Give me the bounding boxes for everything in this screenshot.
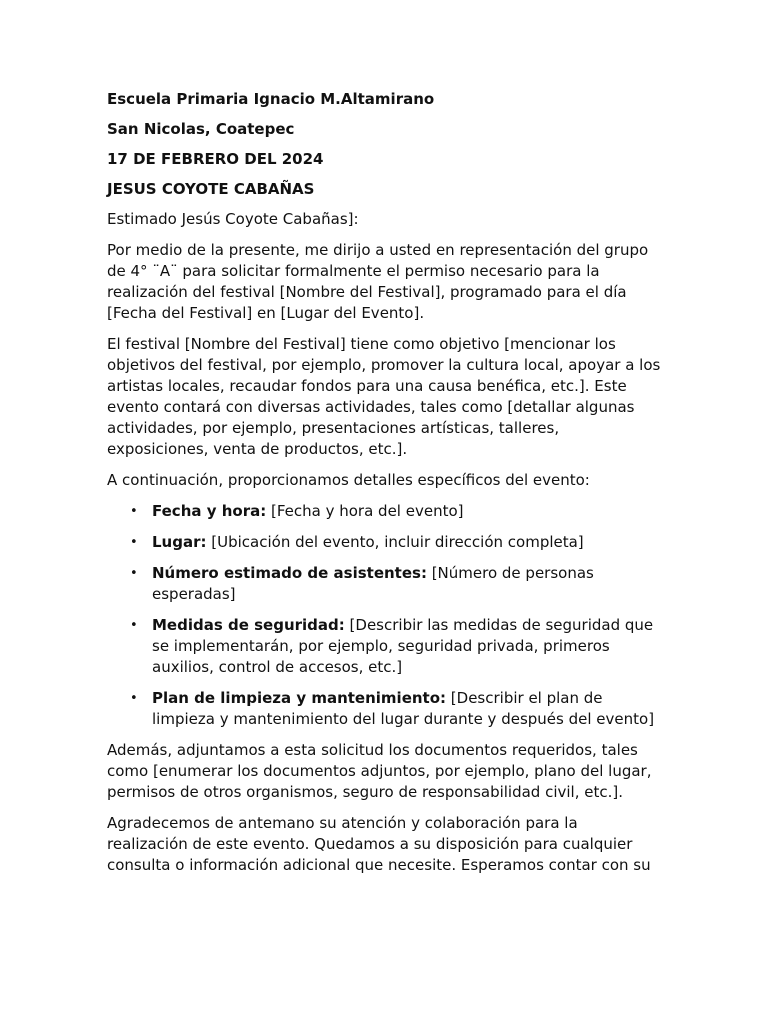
detail-term: Plan de limpieza y mantenimiento: bbox=[152, 689, 447, 707]
list-item bbox=[130, 501, 662, 522]
intro-paragraph: Por medio de la presente, me dirijo a usted en representación del grupo de 4° ¨A¨ para solicitar formalmente el permiso necesario para la realización del festival [Nombre del Festival], programado para el día [Fecha del Festival] en [Lugar del Evento]. bbox=[107, 241, 649, 322]
school-location: San Nicolas, Coatepec bbox=[107, 120, 295, 138]
detail-term: Medidas de seguridad: bbox=[152, 616, 345, 634]
recipient-name: JESUS COYOTE CABAÑAS bbox=[107, 180, 315, 198]
school-name: Escuela Primaria Ignacio M.Altamirano bbox=[107, 90, 435, 108]
list-item bbox=[130, 688, 662, 730]
bullet-icon: • bbox=[130, 535, 138, 550]
detail-term: Fecha y hora: bbox=[152, 502, 267, 520]
event-details-list bbox=[107, 501, 662, 730]
attachments-paragraph: Además, adjuntamos a esta solicitud los documentos requeridos, tales como [enumerar los documentos adjuntos, por ejemplo, plano del lugar, permisos de otros organismos, seguro de responsabilidad civil, etc.]. bbox=[107, 741, 652, 801]
list-item bbox=[130, 615, 662, 678]
bullet-icon: • bbox=[130, 618, 138, 633]
detail-term: Número estimado de asistentes: bbox=[152, 564, 427, 582]
letter-date: 17 DE FEBRERO DEL 2024 bbox=[107, 150, 324, 168]
bullet-icon: • bbox=[130, 566, 138, 581]
detail-text: [Describir el plan de limpieza y mantenimiento del lugar durante y después del evento] bbox=[152, 689, 655, 728]
bullet-icon: • bbox=[130, 504, 138, 519]
objective-paragraph: El festival [Nombre del Festival] tiene como objetivo [mencionar los objetivos del festival, por ejemplo, promover la cultura local, apoyar a los artistas locales, recaudar fondos para una causa benéfica, etc.]. Este evento contará con diversas actividades, tales como [detallar algunas actividades, por ejemplo, presentaciones artísticas, talleres, exposiciones, venta de productos, etc.]. bbox=[107, 335, 661, 458]
letter-page bbox=[107, 89, 662, 886]
detail-text: [Ubicación del evento, incluir dirección completa] bbox=[206, 533, 584, 551]
list-item bbox=[130, 563, 662, 605]
detail-text: [Número de personas esperadas] bbox=[152, 564, 594, 603]
detail-text: [Describir las medidas de seguridad que se implementarán, por ejemplo, seguridad privada, primeros auxilios, control de accesos, etc.] bbox=[152, 616, 654, 676]
details-intro: A continuación, proporcionamos detalles específicos del evento: bbox=[107, 471, 590, 489]
closing-paragraph: Agradecemos de antemano su atención y colaboración para la realización de este evento. Quedamos a su disposición para cualquier consulta o información adicional que necesite. Esperamos contar con su bbox=[107, 814, 651, 874]
detail-term: Lugar: bbox=[152, 533, 207, 551]
greeting: Estimado Jesús Coyote Cabañas]: bbox=[107, 210, 359, 228]
detail-text: [Fecha y hora del evento] bbox=[266, 502, 464, 520]
list-item bbox=[130, 532, 662, 553]
bullet-icon: • bbox=[130, 691, 138, 706]
